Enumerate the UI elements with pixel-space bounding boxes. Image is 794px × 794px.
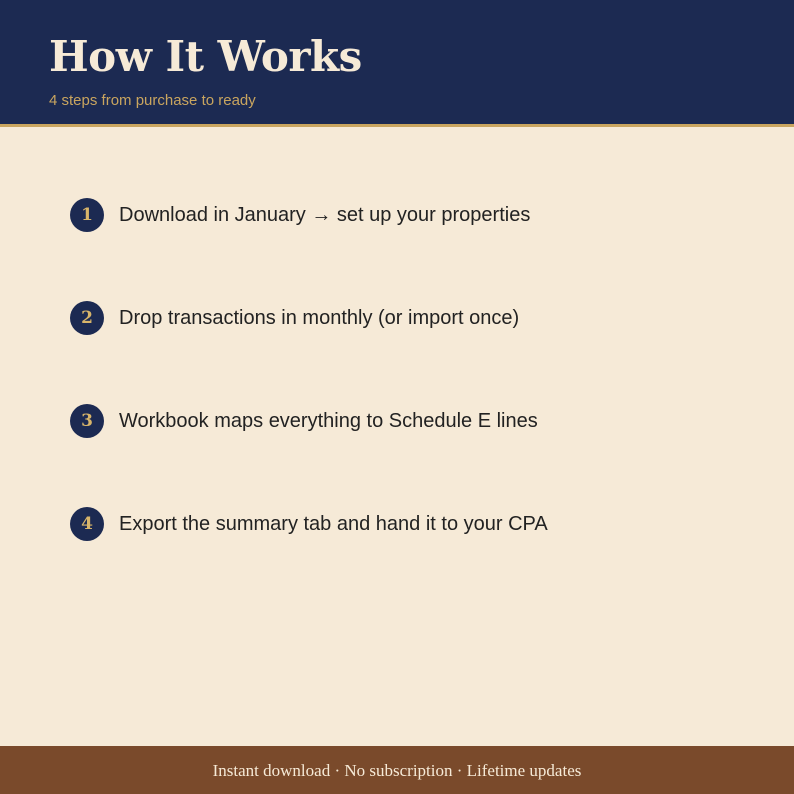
step-number-badge: 4 <box>70 507 104 541</box>
step-item-2 <box>70 301 519 335</box>
step-number-badge: 2 <box>70 301 104 335</box>
step-item-4 <box>70 507 548 541</box>
page-footer <box>0 746 794 794</box>
step-number-badge: 1 <box>70 198 104 232</box>
step-description: Workbook maps everything to Schedule E lines <box>119 410 538 432</box>
step-description: Download in January → set up your properties <box>119 204 531 226</box>
step-item-3 <box>70 404 538 438</box>
step-number-badge: 3 <box>70 404 104 438</box>
step-item-1 <box>70 198 530 232</box>
page-subtitle: 4 steps from purchase to ready <box>49 92 256 109</box>
step-description: Export the summary tab and hand it to your CPA <box>119 513 548 535</box>
page-title: How It Works <box>49 32 362 81</box>
footer-benefits-text: Instant download · No subscription · Lifetime updates <box>212 760 582 780</box>
step-description: Drop transactions in monthly (or import once) <box>119 307 520 329</box>
